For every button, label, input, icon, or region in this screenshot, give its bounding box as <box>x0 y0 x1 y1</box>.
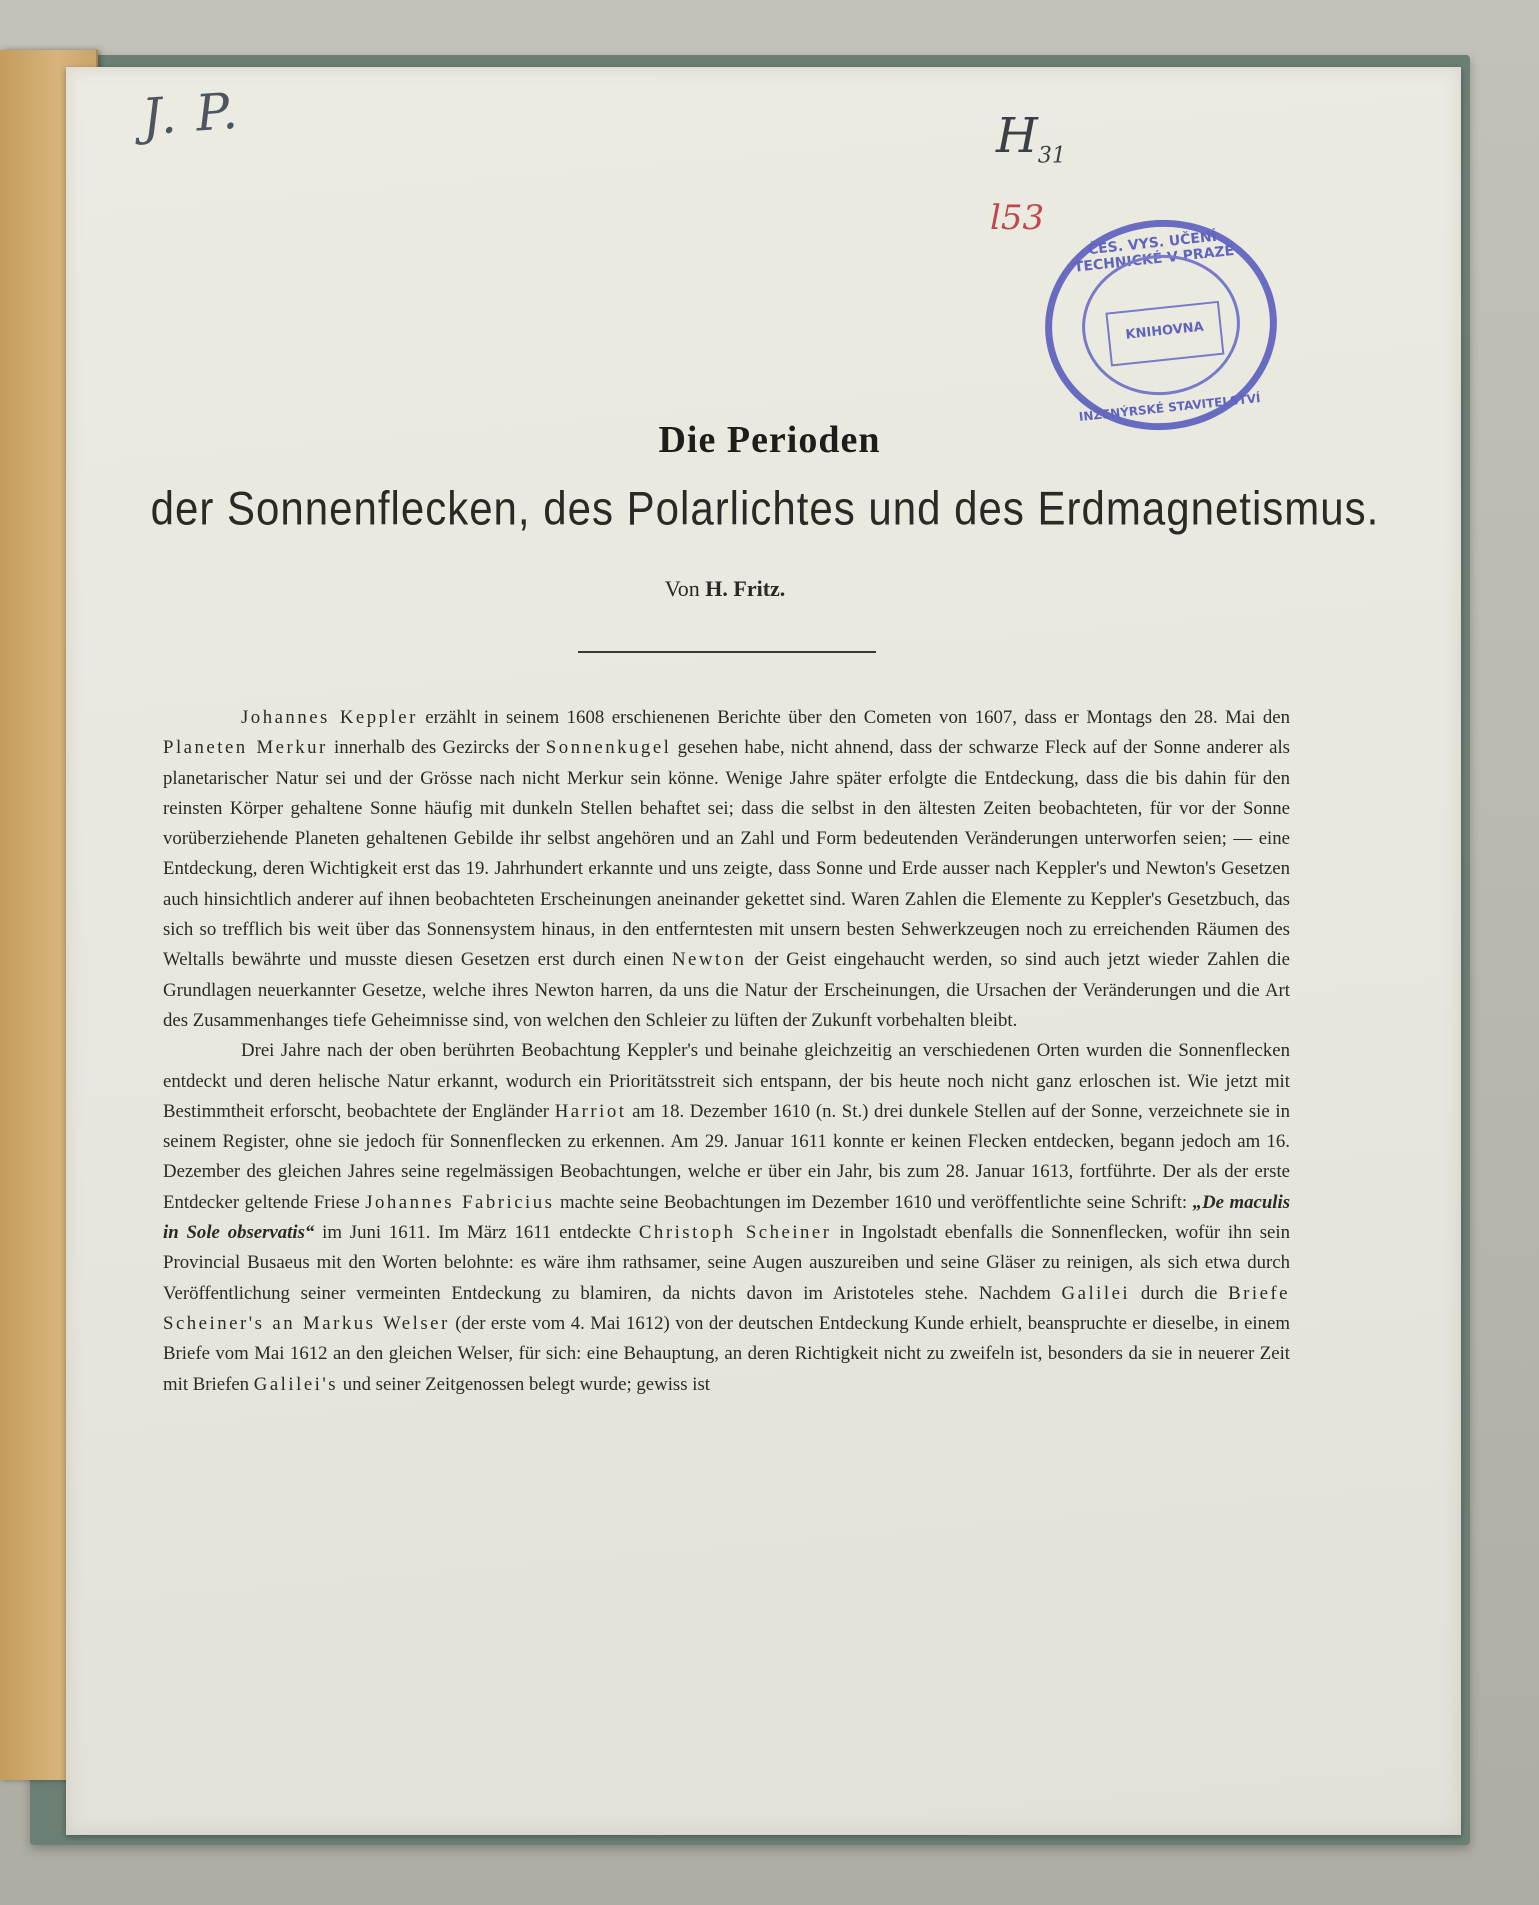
shelfmark-letter: H <box>996 108 1038 164</box>
text-run: der Geist eingehaucht werden, so sind auch jetzt wieder Zahlen die Grundlagen neuerkannter Gesetze, welche ihres Newton harren, da uns die Natur der Erscheinungen, die Ursachen der Veränderungen und die Art des Zusammenhanges tiefe Geheimnisse sind, von welchen den Schleier zu lüften der Zukunft vorbehalten bleibt. <box>163 949 1290 1031</box>
article-subtitle: der Sonnenflecken, des Polarlichtes und des Erdmagnetismus. <box>150 482 1380 535</box>
text-run: erzählt in seinem 1608 erschienenen Berichte über den Cometen von 1607, dass er Montags den 28. Mai den <box>417 707 1290 728</box>
spaced-name: Briefe Scheiner's an Markus Welser <box>163 1282 1291 1334</box>
spaced-name: Planeten Merkur <box>163 737 328 759</box>
article-body <box>163 703 1290 1400</box>
paragraph-1 <box>163 703 1290 1036</box>
author-name: H. Fritz. <box>705 576 786 601</box>
handwritten-note-top-left: J. P. <box>140 81 242 147</box>
article-author <box>0 576 1450 602</box>
text-run: am 18. Dezember 1610 (n. St.) drei dunkele Stellen auf der Sonne, verzeichnete sie in seinem Register, ohne sie jedoch für Sonnenflecken zu erkennen. Am 29. Januar 1611 konnte er keinen Flecken entdecken, begann jedoch am 16. Dezember des gleichen Jahres seine regelmässigen Beobachtungen, welche er über ein Jahr, bis zum 28. Januar 1613, fortführte. Der als der erste Entdecker geltende Friese <box>163 1100 1290 1213</box>
text-run: (der erste vom 4. Mai 1612) von der deutschen Entdeckung Kunde erhielt, beanspruchte er dieselbe, in einem Briefe vom Mai 1612 an den gleichen Welser, für sich: eine Behauptung, an deren Richtigkeit nicht zu zweifeln ist, besonders da sie in neuerer Zeit mit Briefen <box>163 1312 1290 1395</box>
author-prefix: Von <box>664 576 700 601</box>
stamp-top-text: ČES. VYS. UČENÍ TECHNICKÉ V PRAZE <box>1073 228 1235 276</box>
spaced-name: Christoph Scheiner <box>638 1222 832 1244</box>
spaced-name: Newton <box>671 949 747 971</box>
shelfmark-number: 31 <box>1037 143 1066 169</box>
text-run: innerhalb des Gezircks der <box>327 737 546 759</box>
stamp-center-text: KNIHOVNA <box>1105 301 1224 367</box>
text-run: und seiner Zeitgenossen belegt wurde; gewiss ist <box>338 1373 710 1395</box>
article-title: Die Perioden <box>658 419 881 461</box>
title-divider <box>578 651 876 653</box>
stamp-bottom-text: INŽENÝRSKÉ STAVITELSTVÍ <box>1078 391 1262 425</box>
spaced-name: Galilei's <box>253 1373 339 1395</box>
text-run: in Ingolstadt ebenfalls die Sonnenflecken, wofür ihn sein Provincial Busaeus mit den Worten belohnte: es wäre ihm rathsamer, seine Augen auszureiben und seine Gläser zu reinigen, als sich etwa durch Veröffentlichung seiner vermeinten Entdeckung zu blamiren, da nichts davon im Aristoteles stehe. Nachdem <box>163 1222 1290 1304</box>
text-run: gesehen habe, nicht ahnend, dass der schwarze Fleck auf der Sonne anderer als planetarischer Natur sei und der Grösse nach nicht Merkur sein könne. Wenige Jahre später erfolgte die Entdeckung, dass die bis dahin für den reinsten Körper gehaltene Sonne häufig mit dunkeln Stellen behaftet sei; dass die selbst in den ältesten Zeiten beobachteten, für vor der Sonne vorüberziehende Planeten gehaltenen Gebilde ihr selbst angehören und an Zahl und Form bedeutenden Veränderungen unterworfen seien; — eine Entdeckung, deren Wichtigkeit erst das 19. Jahrhundert erkannte und uns zeigte, dass Sonne und Erde ausser nach Keppler's und Newton's Gesetzen auch hinsichtlich anderer auf ihnen beobachteten Erscheinungen aneinander gekettet sind. Waren Zahlen die Elemente zu Keppler's Gesetzbuch, das sich so trefflich bis weit über das Sonnensystem hinaus, in den entferntesten mit unsern besten Sehwerkzeugen noch zu erreichenden Räumen des Weltalls bewährte und musste diesen Gesetzen erst durch einen <box>163 737 1290 971</box>
handwritten-red-mark: l53 <box>990 198 1045 238</box>
spaced-name: Sonnenkugel <box>545 737 672 759</box>
text-run: machte seine Beobachtungen im Dezember 1610 und veröffentlichte seine Schrift: <box>554 1191 1193 1213</box>
spaced-name: Johannes Keppler <box>241 707 418 728</box>
spaced-name: Johannes Fabricius <box>365 1191 555 1213</box>
handwritten-shelfmark <box>996 108 1066 169</box>
spaced-name: Harriot <box>554 1100 627 1122</box>
italic-title: „De maculis in Sole observatis“ <box>163 1191 1291 1244</box>
spaced-name: Galilei <box>1061 1282 1131 1304</box>
paragraph-2 <box>163 1036 1290 1400</box>
text-run: im Juni 1611. Im März 1611 entdeckte <box>314 1222 639 1244</box>
text-run: durch die <box>1130 1282 1229 1304</box>
text-run: Drei Jahre nach der oben berührten Beobachtung Keppler's und beinahe gleichzeitig an verschiedenen Orten wurden die Sonnenflecken entdeckt und deren helische Natur erkannt, wodurch ein Prioritätsstreit sich entspann, der bis heute noch nicht ganz erloschen ist. Wie jetzt mit Bestimmtheit erforscht, beobachtete der Engländer <box>163 1040 1290 1122</box>
